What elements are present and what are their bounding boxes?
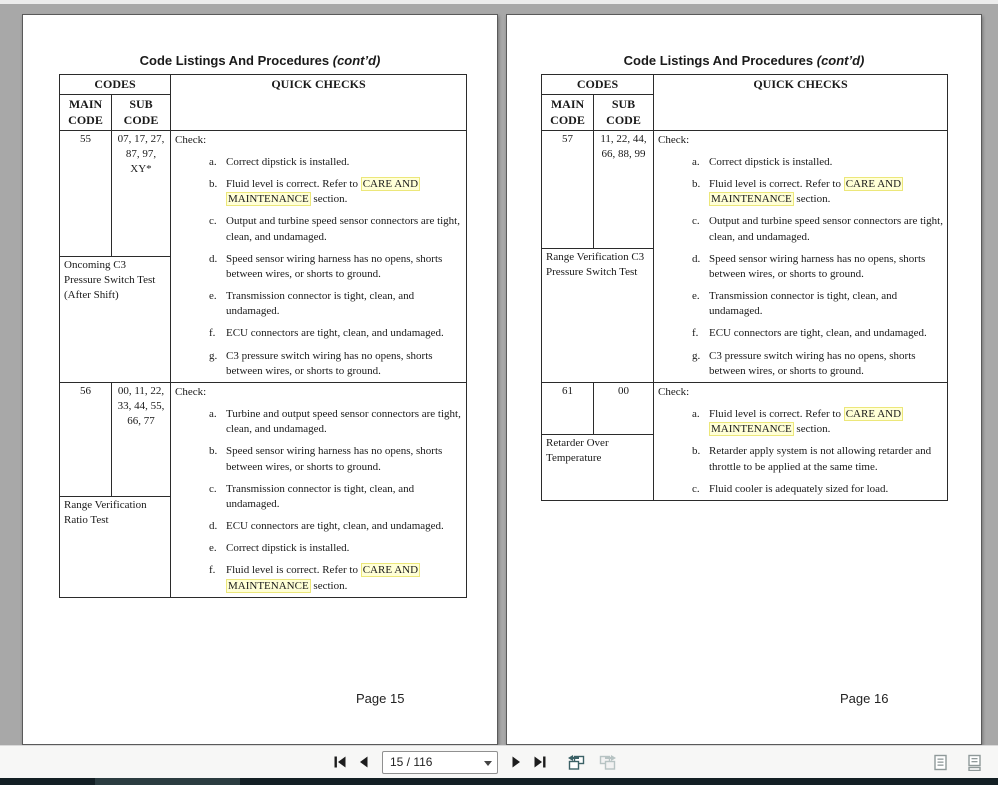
test-name-cell: Range Verification C3 Pressure Switch Test [542, 248, 654, 382]
text-run: ECU connectors are tight, clean, and undamaged. [226, 520, 444, 533]
page-title [23, 53, 497, 68]
text-run: section. [793, 423, 831, 436]
bottom-bar-accent [95, 778, 240, 785]
last-page-icon [532, 754, 548, 770]
check-item [692, 482, 943, 497]
text-run: Output and turbine speed sensor connectors are tight, clean, and undamaged. [709, 215, 943, 243]
codes-table [59, 74, 467, 598]
text-run: C3 pressure switch wiring has no opens, shorts between wires, or shorts to ground. [226, 349, 433, 377]
page-navigation [328, 746, 620, 778]
page-layout-buttons [928, 746, 986, 778]
check-item-text [709, 214, 943, 244]
sub-code-cell: 00, 11, 22, 33, 44, 55, 66, 77 [112, 382, 171, 496]
next-view-icon [598, 753, 618, 771]
sub-code-cell: 11, 22, 44, 66, 88, 99 [594, 130, 654, 248]
link-highlight[interactable]: CARE AND MAINTENANCE [228, 564, 419, 592]
check-item-text [709, 407, 943, 437]
check-label: Check: [175, 133, 207, 146]
main-code-cell: 61 [542, 382, 594, 434]
check-item [209, 482, 462, 512]
check-item-text [709, 289, 943, 319]
quick-checks-header: QUICK CHECKS [171, 75, 467, 131]
quick-checks-header: QUICK CHECKS [654, 75, 948, 131]
check-item [209, 407, 462, 437]
link-highlight[interactable]: CARE AND MAINTENANCE [711, 177, 902, 206]
sub-code-header: SUB CODE [594, 94, 654, 130]
check-item-text [226, 214, 462, 244]
text-run: Fluid level is correct. Refer to [709, 177, 844, 190]
check-item-letter: b. [692, 445, 701, 458]
header-row-1 [542, 75, 948, 95]
check-item [692, 177, 943, 207]
page-number-label: Page 15 [356, 691, 405, 706]
check-item-text [709, 326, 943, 341]
continuous-page-view-button[interactable] [962, 750, 986, 774]
text-run: Speed sensor wiring harness has no opens, shorts between wires, or shorts to ground. [226, 252, 443, 280]
check-item [209, 289, 462, 319]
check-item [209, 214, 462, 244]
quick-checks-cell [654, 382, 948, 500]
previous-view-button[interactable] [564, 750, 588, 774]
header-row-1 [60, 75, 467, 95]
text-run: Transmission connector is tight, clean, and undamaged. [709, 290, 898, 318]
text-run: Turbine and output speed sensor connectors are tight, clean, and undamaged. [226, 408, 461, 436]
text-run: Speed sensor wiring harness has no opens, shorts between wires, or shorts to ground. [226, 445, 443, 473]
link-highlight[interactable]: CARE AND MAINTENANCE [711, 408, 902, 436]
check-item [209, 252, 462, 282]
combo-dropdown-arrow-icon[interactable] [484, 761, 492, 766]
check-item-letter: f. [209, 327, 216, 340]
check-item-letter: b. [209, 177, 218, 190]
check-item-letter: d. [209, 520, 218, 533]
bottom-bar [0, 778, 998, 785]
check-item [692, 326, 943, 341]
page-title [507, 53, 981, 68]
codes-header: CODES [542, 75, 654, 95]
document-page-right [506, 14, 982, 745]
check-item [692, 444, 943, 474]
check-item-letter: f. [209, 564, 216, 577]
check-item [209, 541, 462, 556]
check-item-text [709, 349, 943, 379]
document-page-left [22, 14, 498, 745]
main-code-cell: 55 [60, 130, 112, 256]
check-item-text [226, 349, 462, 379]
check-label: Check: [658, 133, 690, 146]
check-item-text [226, 326, 462, 341]
check-item-letter: b. [692, 177, 701, 190]
check-label: Check: [658, 385, 690, 398]
text-run: Fluid level is correct. Refer to [709, 408, 844, 421]
check-item-letter: e. [692, 290, 700, 303]
sub-code-cell: 00 [594, 382, 654, 434]
check-item-text [226, 541, 462, 556]
check-item-text [226, 519, 462, 534]
table-body-0 [60, 130, 467, 597]
text-run: section. [310, 193, 348, 206]
check-item-letter: a. [209, 408, 217, 421]
main-code-header: MAIN CODE [542, 94, 594, 130]
check-item-letter: a. [692, 408, 700, 421]
check-item-letter: a. [692, 155, 700, 168]
check-item [209, 444, 462, 474]
check-item-text [226, 482, 462, 512]
last-page-button[interactable] [528, 750, 552, 774]
viewer-toolbar [0, 745, 998, 778]
check-item-letter: a. [209, 155, 217, 168]
test-name-cell: Retarder Over Temperature [542, 434, 654, 500]
text-run: Fluid cooler is adequately sized for load. [709, 482, 889, 495]
sub-code-header: SUB CODE [112, 94, 171, 130]
check-item-letter: d. [692, 252, 701, 265]
check-item-text [226, 155, 462, 170]
code-row [60, 130, 467, 256]
quick-checks-cell [654, 130, 948, 382]
previous-page-button[interactable] [352, 750, 376, 774]
check-item-letter: d. [209, 252, 218, 265]
first-page-button[interactable] [328, 750, 352, 774]
check-item-letter: e. [209, 290, 217, 303]
check-item [209, 326, 462, 341]
check-item-text [709, 155, 943, 170]
text-run: Output and turbine speed sensor connectors are tight, clean, and undamaged. [226, 215, 460, 243]
page-number-input[interactable] [383, 755, 478, 769]
main-code-cell: 56 [60, 382, 112, 496]
check-item-text [226, 177, 462, 207]
check-item-letter: g. [209, 349, 218, 362]
check-item-letter: e. [209, 542, 217, 555]
text-run: Transmission connector is tight, clean, and undamaged. [226, 482, 415, 510]
check-item [692, 349, 943, 379]
check-item-text [226, 407, 462, 437]
code-row [60, 382, 467, 496]
check-item-letter: f. [692, 327, 699, 340]
previous-page-icon [356, 754, 372, 770]
main-code-cell: 57 [542, 130, 594, 248]
check-item [692, 407, 943, 437]
page-number-label: Page 16 [840, 691, 889, 706]
text-run: Correct dipstick is installed. [709, 155, 833, 168]
next-view-button[interactable] [596, 750, 620, 774]
check-item-letter: c. [209, 215, 217, 228]
check-item-letter: c. [692, 482, 700, 495]
previous-view-icon [566, 753, 586, 771]
text-run: Fluid level is correct. Refer to [226, 564, 361, 577]
text-run: C3 pressure switch wiring has no opens, shorts between wires, or shorts to ground. [709, 349, 916, 377]
text-run: Retarder apply system is not allowing retarder and throttle to be applied at the same time. [709, 445, 932, 473]
check-item [692, 155, 943, 170]
test-name-cell: Oncoming C3 Pressure Switch Test (After Shift) [60, 256, 171, 382]
check-item [209, 349, 462, 379]
next-page-button[interactable] [504, 750, 528, 774]
text-run: section. [793, 193, 831, 206]
check-item-text [226, 444, 462, 474]
quick-checks-cell [171, 130, 467, 382]
page-number-combobox[interactable] [382, 751, 498, 774]
sub-code-cell: 07, 17, 27, 87, 97, XY* [112, 130, 171, 256]
title-text: Code Listings And Procedures [623, 53, 814, 68]
main-code-header: MAIN CODE [60, 94, 112, 130]
check-label: Check: [175, 385, 207, 398]
check-item [692, 289, 943, 319]
check-item-letter: b. [209, 445, 218, 458]
check-item [692, 252, 943, 282]
text-run: Correct dipstick is installed. [226, 542, 350, 555]
text-run: Speed sensor wiring harness has no opens, shorts between wires, or shorts to ground. [709, 252, 926, 280]
code-row [542, 382, 948, 434]
check-item-text [226, 289, 462, 319]
text-run: Transmission connector is tight, clean, and undamaged. [226, 290, 415, 318]
code-row [542, 130, 948, 248]
codes-header: CODES [60, 75, 171, 95]
link-highlight[interactable]: CARE AND MAINTENANCE [228, 177, 419, 206]
single-page-view-button[interactable] [928, 750, 952, 774]
title-suffix: (cont’d) [816, 53, 865, 68]
text-run: Correct dipstick is installed. [226, 155, 350, 168]
top-strip [0, 0, 998, 4]
test-name-cell: Range Verification Ratio Test [60, 496, 171, 597]
check-item [209, 177, 462, 207]
title-text: Code Listings And Procedures [139, 53, 330, 68]
check-item-text [709, 177, 943, 207]
first-page-icon [332, 754, 348, 770]
codes-table [541, 74, 948, 501]
text-run: ECU connectors are tight, clean, and undamaged. [709, 327, 927, 340]
text-run: Fluid level is correct. Refer to [226, 177, 361, 190]
single-page-view-icon [933, 754, 948, 771]
table-body-1 [542, 130, 948, 500]
check-item-letter: c. [692, 215, 700, 228]
check-item-letter: c. [209, 482, 217, 495]
check-item [209, 519, 462, 534]
next-page-icon [508, 754, 524, 770]
text-run: ECU connectors are tight, clean, and undamaged. [226, 327, 444, 340]
continuous-page-view-icon [967, 754, 982, 771]
title-suffix: (cont’d) [332, 53, 381, 68]
check-item-text [709, 482, 943, 497]
check-item-letter: g. [692, 349, 701, 362]
quick-checks-cell [171, 382, 467, 597]
check-item-text [226, 252, 462, 282]
check-item-text [226, 563, 462, 593]
view-history-buttons [564, 750, 620, 774]
check-item-text [709, 252, 943, 282]
check-item-text [709, 444, 943, 474]
text-run: section. [310, 579, 348, 592]
check-item [209, 155, 462, 170]
check-item [692, 214, 943, 244]
check-item [209, 563, 462, 593]
